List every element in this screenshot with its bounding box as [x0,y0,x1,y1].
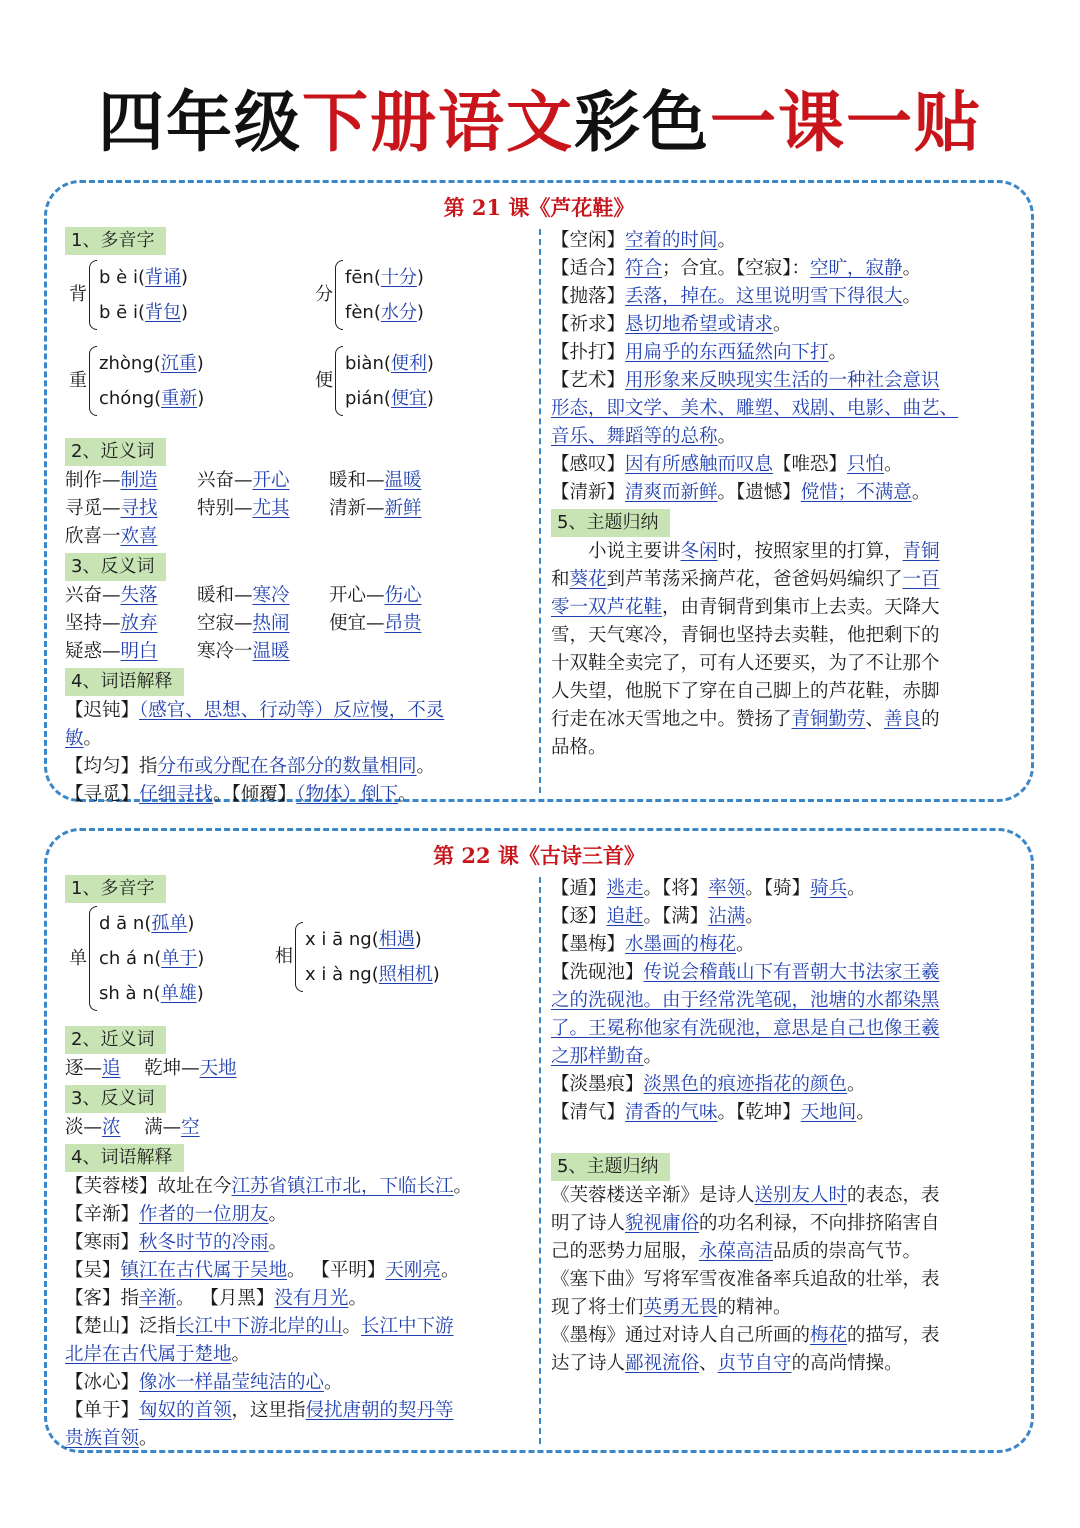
lesson-22-right-column [551,875,1021,1378]
word-entry: 【洗砚池】传说会稽蕺山下有晋朝大书法家王羲 [551,962,940,983]
word-entry-cont: 之那样勤奋。 [551,1046,663,1067]
word-entry-cont: 贵族首领。 [65,1428,158,1449]
word-entry: 【单于】匈奴的首领，这里指侵扰唐朝的契丹等 [65,1400,454,1421]
section-polyphonic: 1、多音字 [65,875,166,903]
polyphonic-item: 便 biàn(便利) pián(便宜) [315,346,434,416]
word-entry: 【祈求】恳切地希望或请求。 [551,314,792,335]
polyphonic-grid [65,904,535,1024]
polyphonic-item: 背 b è i(背诵) b ē i(背包) [69,260,188,330]
polyphonic-item: 相 x i ā ng(相遇) x i à ng(照相机) [275,922,440,992]
word-entry-cont: 形态，即文学、美术、雕塑、戏剧、电影、曲艺、 [551,398,959,419]
word-entry: 【冰心】像冰一样晶莹纯洁的心。 [65,1372,343,1393]
word-entry: 【均匀】指分布或分配在各部分的数量相同。 [65,756,436,777]
word-entry: 【空闲】空着的时间。 [551,230,737,251]
lesson-21-card [44,180,1034,805]
word-entry: 【芙蓉楼】故址在今江苏省镇江市北，下临长江。 [65,1176,473,1197]
word-entry: 【墨梅】水墨画的梅花。 [551,934,755,955]
word-entry: 【适合】符合；合宜。【空寂】：空旷，寂静。 [551,258,922,279]
section-antonyms: 3、反义词 [65,553,166,581]
lesson-22-left-column [65,873,535,1453]
lesson-21-title: 第 21 课《芦花鞋》 [443,195,635,220]
synonym-row: 欣喜一欢喜 [65,526,158,547]
word-entry: 【楚山】泛指长江中下游北岸的山。长江中下游 [65,1316,454,1337]
word-entry: 【清气】清香的气味。【乾坤】天地间。 [551,1102,875,1123]
word-entry: 【遁】逃走。【将】率领。【骑】骑兵。 [551,878,866,899]
antonym-row: 坚持—放弃 空寂—热闹 便宜—昂贵 [65,613,422,634]
section-polyphonic: 1、多音字 [65,227,166,255]
polyphonic-item: 单 d ā n(孤单) ch á n(单于) sh à n(单雄) [69,906,204,1011]
word-entry-cont: 之的洗砚池。由于经常洗笔砚，池塘的水都染黑 [551,990,940,1011]
section-word-explanation: 4、词语解释 [65,668,184,696]
word-entry: 【迟钝】（感官、思想、行动等）反应慢，不灵 [65,700,445,721]
word-entry: 【艺术】用形象来反映现实生活的一种社会意识 [551,370,940,391]
word-entry: 【逐】追赶。【满】沾满。 [551,906,764,927]
word-entry: 【寒雨】秋冬时节的冷雨。 [65,1232,288,1253]
synonym-row: 寻觅—寻找 特别—尤其 清新—新鲜 [65,498,422,519]
page-title: 四年级下册语文彩色一课一贴 [98,84,982,161]
section-word-explanation: 4、词语解释 [65,1144,184,1172]
polyphonic-item: 重 zhòng(沉重) chóng(重新) [69,346,204,416]
theme-summary: 《芙蓉楼送辛渐》是诗人送别友人时的表态，表 明了诗人貌视庸俗的功名利禄，不向排挤陷害自 己的恶势力屈服，永葆高洁品质的崇高气节。 《塞下曲》写将军雪夜准备率兵追敌的壮举，表 现了将士们英勇无畏的精神。 《墨梅》通过对诗人自己所画的梅花的描写，表 达了诗人鄙视流俗、贞节自守的高尚情操。 [551,1185,940,1374]
column-divider [539,229,541,793]
synonym-row: 制作—制造 兴奋—开心 暖和—温暖 [65,470,422,491]
column-divider [539,877,541,1444]
word-entry: 【扑打】用扁乎的东西猛然向下打。 [551,342,848,363]
word-entry-cont: 敏。 [65,728,103,749]
lesson-22-title: 第 22 课《古诗三首》 [433,843,645,868]
section-theme: 5、主题归纳 [551,509,670,537]
word-entry: 【寻觅】仔细寻找。【倾覆】（物体）倒下。 [65,784,417,805]
antonym-row: 疑惑—明白 寒冷一温暖 [65,641,290,662]
word-entry: 【淡墨痕】淡黑色的痕迹指花的颜色。 [551,1074,866,1095]
antonym-row: 兴奋—失落 暖和—寒冷 开心—伤心 [65,585,422,606]
section-theme: 5、主题归纳 [551,1153,670,1181]
word-entry: 【感叹】因有所感触而叹息【唯恐】只怕。 [551,454,903,475]
word-entry-cont: 北岸在古代属于楚地。 [65,1344,251,1365]
synonym-row: 逐—追 乾坤—天地 [65,1058,237,1079]
lesson-22-card [44,828,1034,1453]
word-entry: 【清新】清爽而新鲜。【遗憾】傥惜；不满意。 [551,482,931,503]
word-entry: 【抛落】丢落，掉在。这里说明雪下得很大。 [551,286,922,307]
polyphonic-grid [65,256,535,436]
polyphonic-item: 分 fēn(十分) fèn(水分) [315,260,424,330]
theme-summary: 小说主要讲冬闲时，按照家里的打算，青铜 和葵花到芦苇荡采摘芦花，爸爸妈妈编织了一百 零一双芦花鞋，由青铜背到集市上去卖。天降大 雪，天气寒冷，青铜也坚持去卖鞋，他把剩下的 十双鞋全卖完了，可有人还要买，为了不让那个 人失望，他脱下了穿在自己脚上的芦花鞋，赤脚 行走在冰天雪地之中。赞扬了青铜勤劳、善良的 品格。 [551,541,940,758]
section-antonyms: 3、反义词 [65,1085,166,1113]
lesson-21-right-column [551,227,1021,762]
section-synonyms: 2、近义词 [65,438,166,466]
word-entry-cont: 音乐、舞蹈等的总称。 [551,426,737,447]
antonym-row: 淡—浓 满—空 [65,1117,200,1138]
word-entry: 【客】指辛渐。 【月黑】没有月光。 [65,1288,367,1309]
word-entry: 【吴】镇江在古代属于吴地。 【平明】天刚亮。 [65,1260,460,1281]
lesson-21-left-column [65,225,535,809]
word-entry: 【辛渐】作者的一位朋友。 [65,1204,288,1225]
word-entry-cont: 了。王冕称他家有洗砚池，意思是自己也像王羲 [551,1018,940,1039]
section-synonyms: 2、近义词 [65,1026,166,1054]
